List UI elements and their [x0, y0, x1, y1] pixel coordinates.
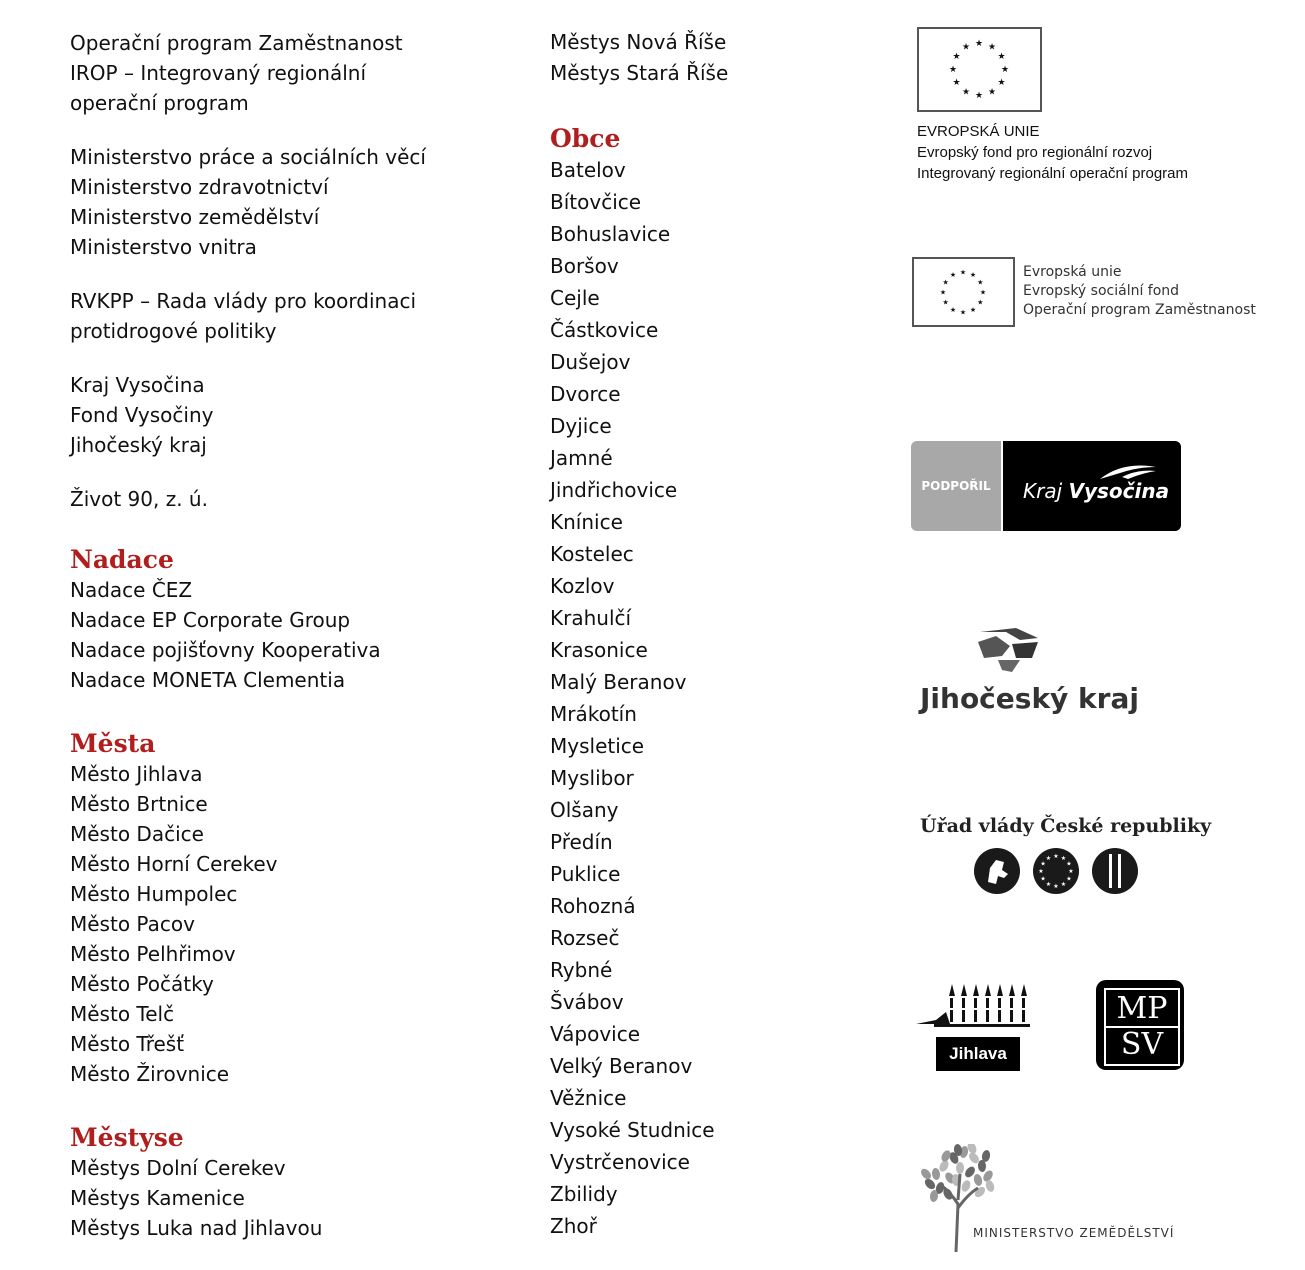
mpsv-top-letters: MP — [1116, 991, 1168, 1026]
eu-irop-line: Evropský fond pro regionální rozvoj — [917, 144, 1153, 161]
mestys-item: Městys Kamenice — [70, 1186, 245, 1210]
vysocina-label: Vysočina — [1068, 479, 1170, 503]
mestys-item: Městys Luka nad Jihlavou — [70, 1216, 323, 1240]
mesto-item: Město Telč — [70, 1002, 175, 1026]
mestyse-section — [70, 1123, 510, 1243]
eu-stars-emblem-icon — [1033, 848, 1079, 894]
obec-item: Olšany — [550, 798, 619, 822]
svg-text:★: ★ — [977, 298, 984, 307]
mesto-item: Město Horní Cerekev — [70, 852, 278, 876]
svg-text:★: ★ — [1066, 875, 1072, 883]
obec-item: Cejle — [550, 286, 600, 310]
obec-item: Částkovice — [550, 318, 659, 342]
nadace-item: Nadace MONETA Clementia — [70, 668, 346, 692]
eu-flag-icon — [917, 27, 1042, 112]
programs-group — [70, 28, 510, 118]
obec-item: Kostelec — [550, 542, 634, 566]
svg-text:★: ★ — [959, 268, 967, 277]
mestys-item: Městys Dolní Cerekev — [70, 1156, 286, 1180]
ministerstvo-zemedelstvi-logo-text: MINISTERSTVO ZEMĚDĚLSTVÍ — [973, 1226, 1175, 1240]
obec-item: Rohozná — [550, 894, 636, 918]
obec-item: Dušejov — [550, 350, 631, 374]
obec-item: Předín — [550, 830, 613, 854]
obec-item: Zhoř — [550, 1214, 597, 1238]
nadace-item: Nadace pojišťovny Kooperativa — [70, 638, 381, 662]
jihlava-logo-label: Jihlava — [936, 1037, 1020, 1071]
ministry-line: Ministerstvo práce a sociálních věcí — [70, 145, 426, 169]
mpsv-logo — [1096, 980, 1184, 1070]
rvkpp-group — [70, 286, 510, 346]
nadace-section — [70, 545, 510, 695]
obec-item: Krahulčí — [550, 606, 632, 630]
mesto-item: Město Pacov — [70, 912, 195, 936]
svg-text:★: ★ — [961, 87, 971, 98]
region-line: Kraj Vysočina — [70, 373, 205, 397]
obec-item: Jindřichovice — [550, 478, 678, 502]
mesto-item: Město Třešť — [70, 1032, 185, 1056]
obec-item: Švábov — [550, 990, 624, 1014]
obec-item: Boršov — [550, 254, 619, 278]
mesto-item: Město Pelhřimov — [70, 942, 236, 966]
program-line: Operační program Zaměstnanost — [70, 31, 403, 55]
svg-text:★: ★ — [949, 271, 957, 280]
obec-item: Rozseč — [550, 926, 620, 950]
urad-vlady-logo-text: Úřad vlády České republiky — [920, 815, 1212, 837]
svg-text:★: ★ — [1060, 881, 1067, 889]
eu-irop-line: Integrovaný regionální operační program — [917, 165, 1188, 182]
obec-item: Kozlov — [550, 574, 615, 598]
svg-text:★: ★ — [997, 52, 1006, 63]
svg-text:★: ★ — [977, 278, 984, 287]
obec-item: Vysoké Studnice — [550, 1118, 715, 1142]
svg-text:★: ★ — [939, 288, 947, 297]
mestys-line: Městys Stará Říše — [550, 61, 729, 85]
svg-text:★: ★ — [979, 288, 987, 297]
ministry-line: Ministerstvo vnitra — [70, 235, 257, 259]
mesto-item: Město Počátky — [70, 972, 214, 996]
eu-esf-line: Evropský sociální fond — [1023, 283, 1180, 299]
svg-text:★: ★ — [1045, 855, 1052, 863]
svg-text:★: ★ — [1066, 860, 1072, 868]
donor-list-column-2 — [550, 27, 850, 1242]
jihocesky-emblem-icon — [976, 628, 1042, 672]
eu-esf-line: Evropská unie — [1023, 264, 1122, 280]
svg-text:★: ★ — [974, 91, 984, 102]
mesta-section — [70, 729, 510, 1089]
donor-list-column-1 — [70, 28, 510, 1243]
obec-item: Vápovice — [550, 1022, 641, 1046]
obec-item: Vystrčenovice — [550, 1150, 690, 1174]
kraj-vysocina-panel — [1001, 441, 1181, 531]
zivot-group — [70, 484, 510, 514]
mesto-item: Město Dačice — [70, 822, 204, 846]
obec-item: Malý Beranov — [550, 670, 687, 694]
obec-item: Jamné — [550, 446, 613, 470]
obec-item: Velký Beranov — [550, 1054, 693, 1078]
svg-text:★: ★ — [948, 65, 958, 76]
svg-text:★: ★ — [997, 78, 1006, 89]
obce-section — [550, 124, 850, 1242]
svg-text:★: ★ — [952, 78, 961, 89]
ministry-line: Ministerstvo zemědělství — [70, 205, 320, 229]
mesto-item: Město Brtnice — [70, 792, 208, 816]
obec-item: Bítovčice — [550, 190, 642, 214]
nadace-item: Nadace EP Corporate Group — [70, 608, 351, 632]
nadace-item: Nadace ČEZ — [70, 578, 193, 602]
obec-item: Dyjice — [550, 414, 612, 438]
jihlava-skyline-icon — [916, 980, 1032, 1038]
svg-text:★: ★ — [969, 271, 977, 280]
kraj-label: Kraj — [1023, 479, 1063, 503]
eu-flag-icon — [912, 257, 1015, 327]
svg-text:★: ★ — [1060, 855, 1067, 863]
svg-text:★: ★ — [1040, 860, 1046, 868]
region-line: Jihočeský kraj — [70, 433, 207, 457]
obec-item: Dvorce — [550, 382, 621, 406]
svg-text:★: ★ — [959, 308, 967, 317]
obec-item: Mysletice — [550, 734, 645, 758]
svg-text:★: ★ — [969, 305, 977, 314]
ministry-line: Ministerstvo zdravotnictví — [70, 175, 329, 199]
svg-text:★: ★ — [987, 42, 997, 53]
svg-text:★: ★ — [961, 42, 971, 53]
obec-item: Bohuslavice — [550, 222, 671, 246]
svg-text:★: ★ — [942, 278, 949, 287]
obec-item: Knínice — [550, 510, 623, 534]
zivot-line: Život 90, z. ú. — [70, 487, 208, 511]
kraj-vysocina-logo — [911, 441, 1181, 531]
svg-text:★: ★ — [1040, 875, 1046, 883]
svg-text:★: ★ — [949, 305, 957, 314]
eu-esf-line: Operační program Zaměstnanost — [1023, 302, 1256, 318]
obec-item: Krasonice — [550, 638, 648, 662]
lion-emblem-icon — [974, 848, 1020, 894]
mesta-heading: Města — [70, 729, 156, 758]
obec-item: Věžnice — [550, 1086, 627, 1110]
jihocesky-kraj-logo-text: Jihočeský kraj — [920, 682, 1139, 715]
obec-item: Puklice — [550, 862, 621, 886]
mesto-item: Město Žirovnice — [70, 1062, 230, 1086]
region-line: Fond Vysočiny — [70, 403, 214, 427]
obec-item: Rybné — [550, 958, 613, 982]
eu-irop-line: EVROPSKÁ UNIE — [917, 123, 1040, 140]
nadace-heading: Nadace — [70, 545, 174, 574]
rvkpp-line: RVKPP – Rada vlády pro koordinaci — [70, 289, 417, 313]
obec-item: Zbilidy — [550, 1182, 618, 1206]
svg-text:★: ★ — [1068, 868, 1074, 876]
rvkpp-line: protidrogové politiky — [70, 319, 277, 343]
swoosh-icon — [1098, 459, 1158, 481]
ministries-group — [70, 142, 510, 262]
mesto-item: Město Jihlava — [70, 762, 203, 786]
mestys-line: Městys Nová Říše — [550, 30, 727, 54]
svg-text:★: ★ — [1000, 65, 1010, 76]
program-line: IROP – Integrovaný regionální — [70, 61, 367, 85]
columns-emblem-icon — [1092, 848, 1138, 894]
obce-heading: Obce — [550, 124, 621, 153]
svg-text:★: ★ — [942, 298, 949, 307]
svg-text:★: ★ — [987, 87, 997, 98]
obec-item: Mrákotín — [550, 702, 637, 726]
mestyse-heading: Městyse — [70, 1123, 184, 1152]
svg-text:★: ★ — [1053, 853, 1059, 861]
svg-text:★: ★ — [1045, 881, 1052, 889]
podporil-label: PODPOŘIL — [911, 441, 1001, 531]
mpsv-bottom-letters: SV — [1120, 1027, 1164, 1062]
mesto-item: Město Humpolec — [70, 882, 238, 906]
program-line: operační program — [70, 91, 249, 115]
obec-item: Batelov — [550, 158, 626, 182]
obec-item: Myslibor — [550, 766, 634, 790]
svg-text:★: ★ — [952, 52, 961, 63]
regions-group — [70, 370, 510, 460]
svg-text:★: ★ — [974, 39, 984, 50]
svg-text:★: ★ — [1053, 883, 1059, 891]
svg-text:★: ★ — [1038, 868, 1044, 876]
